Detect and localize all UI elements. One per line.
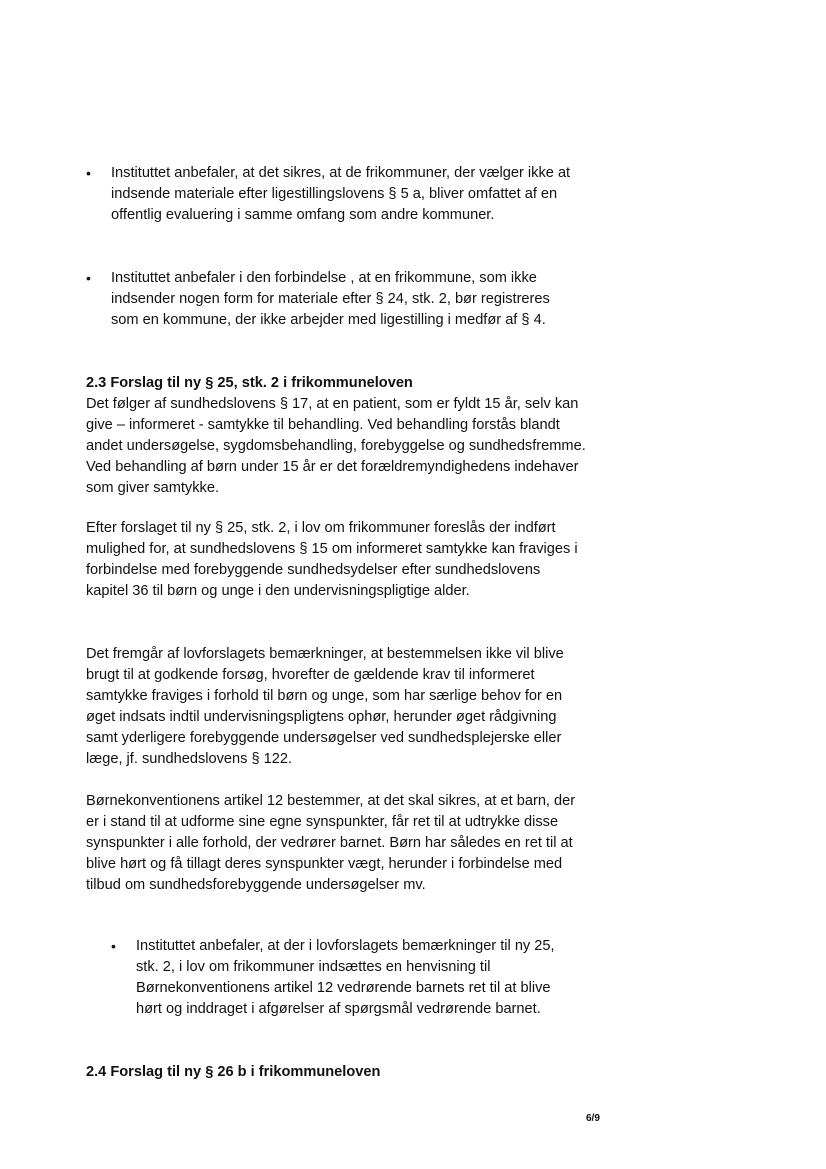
paragraph-text: Efter forslaget til ny § 25, stk. 2, i lov om frikommuner foreslås der indført mulighed for, at sundhedslovens § 15 om informeret samtykke kan fraviges i forbindelse med forebyggende sundhedsydelser efter sundhedslovens kapitel 36 til børn og unge i den undervisningspligtige alder. xyxy=(86,520,578,599)
paragraph xyxy=(86,644,586,770)
paragraph-text: Børnekonventionens artikel 12 bestemmer, at det skal sikres, at et barn, der er i stand til at udforme sine egne synspunkter, får ret til at udtrykke disse synspunkter i alle forhold, der vedrører barnet. Børn har således en ret til at blive hørt og få tillagt deres synspunkter vægt, herunder i forbindelse med tilbud om sundhedsforebyggende undersøgelser mv. xyxy=(86,793,576,893)
paragraph xyxy=(86,791,586,896)
bullet-item xyxy=(86,268,576,352)
bullet-text: Instituttet anbefaler i den forbindelse , at en frikommune, som ikke indsender nogen form for materiale efter § 24, stk. 2, bør registreres som en kommune, der ikke arbejder med ligestilling i medfør af § 4. xyxy=(111,270,550,328)
page-number: 6/9 xyxy=(586,1113,600,1124)
paragraph xyxy=(86,394,586,499)
paragraph-text: Det følger af sundhedslovens § 17, at en patient, som er fyldt 15 år, selv kan give – informeret - samtykke til behandling. Ved behandling forstås blandt andet undersøgelse, sygdomsbehandling, forebyggelse og sundhedsfremme. Ved behandling af børn under 15 år er det forældremyndighedens indehaver som giver samtykke. xyxy=(86,396,586,496)
bullet-icon: • xyxy=(111,938,116,954)
bullet-text: Instituttet anbefaler, at der i lovforslagets bemærkninger til ny 25, stk. 2, i lov om frikommuner indsættes en henvisning til Børnekonventionens artikel 12 vedrørende barnets ret til at blive hørt og inddraget i afgørelser af spørgsmål vedrørende barnet. xyxy=(136,938,555,1017)
bullet-item xyxy=(86,163,576,247)
bullet-text: Instituttet anbefaler, at det sikres, at de frikommuner, der vælger ikke at indsende materiale efter ligestillingslovens § 5 a, bliver omfattet af en offentlig evaluering i samme omfang som andre kommuner. xyxy=(111,165,571,223)
section-heading-2-3: 2.3 Forslag til ny § 25, stk. 2 i frikommuneloven xyxy=(86,375,413,391)
bullet-item xyxy=(111,936,581,1041)
bullet-icon: • xyxy=(86,165,91,181)
paragraph xyxy=(86,518,586,602)
section-heading-2-4: 2.4 Forslag til ny § 26 b i frikommuneloven xyxy=(86,1064,381,1080)
paragraph-text: Det fremgår af lovforslagets bemærkninger, at bestemmelsen ikke vil blive brugt til at godkende forsøg, hvorefter de gældende krav til informeret samtykke fraviges i forhold til børn og unge, som har særlige behov for en øget indsats indtil undervisningspligtens ophør, herunder øget rådgivning samt yderligere forebyggende undersøgelser ved sundhedsplejerske eller læge, jf. sundhedslovens § 122. xyxy=(86,646,564,767)
bullet-icon: • xyxy=(86,270,91,286)
